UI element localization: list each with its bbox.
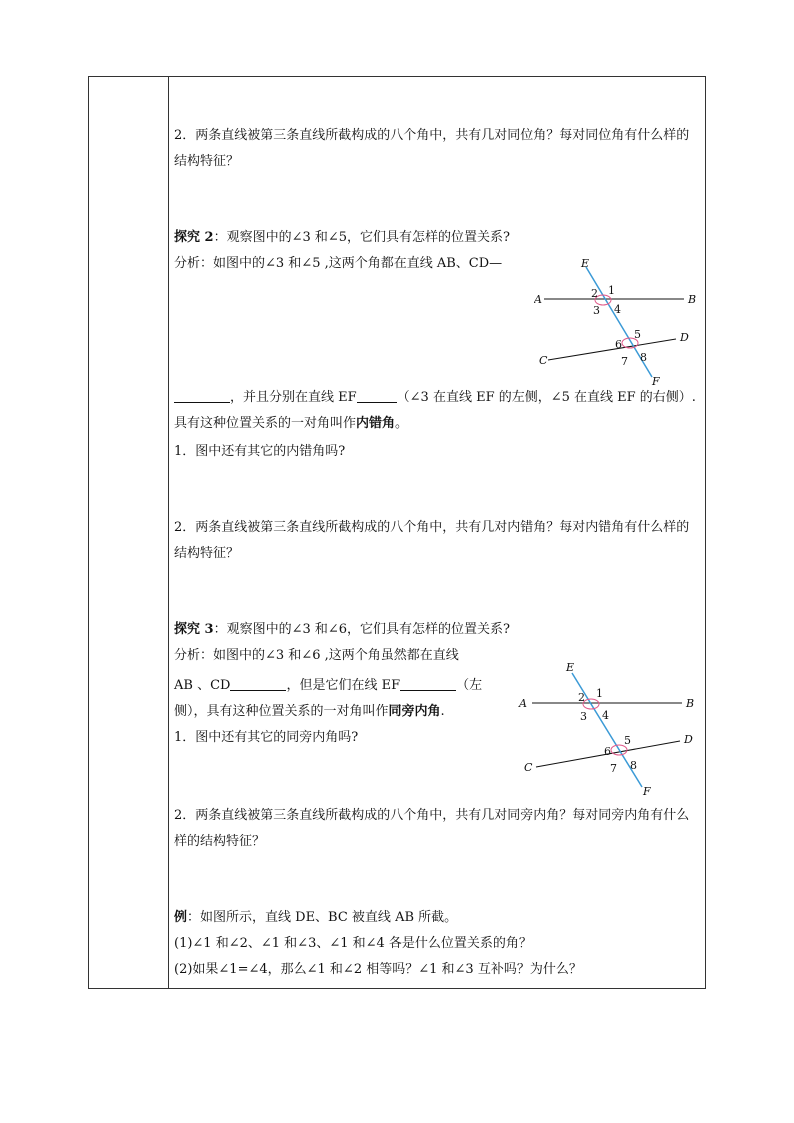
angle-7-label: 7	[610, 762, 617, 775]
example-question2: (2)如果∠1=∠4，那么∠1 和∠2 相等吗？∠1 和∠3 互补吗？为什么？	[174, 962, 582, 977]
term-same-side-interior: 同旁内角	[388, 704, 441, 719]
blank-3[interactable]	[230, 676, 286, 691]
angle-2-label: 2	[578, 691, 585, 704]
angle-4-label: 4	[602, 709, 609, 722]
figure-explore2	[534, 255, 709, 387]
example-label: 例	[174, 910, 188, 925]
explore3-analysis-line2: AB 、CD ，但是它们在线 EF （左	[174, 678, 483, 693]
angle-7-label: 7	[621, 355, 628, 368]
angle-4-label: 4	[614, 303, 621, 316]
point-c-label: C	[539, 354, 548, 367]
angle-2-label: 2	[591, 287, 598, 300]
explore3-question1: 1．图中还有其它的同旁内角吗?	[174, 730, 359, 745]
figure-explore3	[516, 657, 706, 799]
explore2-heading	[174, 225, 510, 251]
example-question1: (1)∠1 和∠2、∠1 和∠3、∠1 和∠4 各是什么位置关系的角？	[174, 936, 532, 951]
example-heading	[174, 905, 457, 931]
point-b-label: B	[688, 293, 697, 306]
angle-5-label: 5	[624, 734, 631, 747]
point-a-label: A	[534, 293, 542, 306]
point-d-label: D	[684, 733, 693, 746]
section1-question2: 2．两条直线被第三条直线所截构成的八个角中，共有几对同位角？每对同位角有什么样的结构特征？	[174, 128, 690, 169]
angle-6-label: 6	[615, 338, 622, 351]
explore3-analysis-line3: 侧），具有这种位置关系的一对角叫作同旁内角.	[174, 704, 445, 719]
content-table	[88, 76, 706, 989]
explore2-question2: 2．两条直线被第三条直线所截构成的八个角中，共有几对内错角？每对内错角有什么样的结构特征？	[174, 520, 690, 561]
angle-8-label: 8	[640, 351, 647, 364]
blank-2[interactable]	[357, 388, 397, 403]
angle-6-label: 6	[604, 745, 611, 758]
point-d-label: D	[680, 331, 689, 344]
angle-3-label: 3	[593, 304, 600, 317]
line-cd	[548, 339, 676, 360]
point-c-label: C	[524, 761, 533, 774]
point-e-label: E	[581, 257, 590, 270]
explore3-heading	[174, 617, 510, 643]
explore2-label: 探究 2	[174, 230, 214, 245]
term-alternate-interior: 内错角	[356, 416, 396, 431]
angle-1-label: 1	[596, 687, 603, 700]
explore2-analysis-line1: 分析：如图中的∠3 和∠5 ,这两个角都在直线 AB、CD—	[174, 256, 503, 271]
blank-1[interactable]	[174, 388, 230, 403]
explore2-question1: 1．图中还有其它的内错角吗?	[174, 444, 346, 459]
angle-5-label: 5	[634, 328, 641, 341]
point-f-label: F	[643, 785, 651, 798]
explore3-label: 探究 3	[174, 622, 214, 637]
explore2-text: ：观察图中的∠3 和∠5，它们具有怎样的位置关系?	[213, 230, 511, 245]
point-b-label: B	[686, 697, 695, 710]
point-e-label: E	[566, 661, 575, 674]
content-cell	[174, 77, 702, 988]
angle-3-label: 3	[580, 710, 587, 723]
explore3-text: ：观察图中的∠3 和∠6，它们具有怎样的位置关系?	[213, 622, 511, 637]
example-text: ：如图所示，直线 DE、BC 被直线 AB 所截。	[187, 910, 458, 925]
point-a-label: A	[519, 697, 527, 710]
explore3-analysis-line1: 分析：如图中的∠3 和∠6 ,这两个角虽然都在直线	[174, 648, 459, 663]
explore3-question2: 2．两条直线被第三条直线所截构成的八个角中，共有几对同旁内角？每对同旁内角有什么样的结构特征？	[174, 808, 690, 849]
blank-4[interactable]	[400, 676, 456, 691]
angle-8-label: 8	[630, 759, 637, 772]
column-divider	[168, 77, 169, 988]
point-f-label: F	[652, 375, 660, 387]
angle-1-label: 1	[608, 284, 615, 297]
explore2-analysis-line2: ，并且分别在直线 EF （∠3 在直线 EF 的左侧，∠5 在直线 EF 的右侧）.具有这种位置关系的一对角叫作内错角。	[174, 390, 696, 431]
